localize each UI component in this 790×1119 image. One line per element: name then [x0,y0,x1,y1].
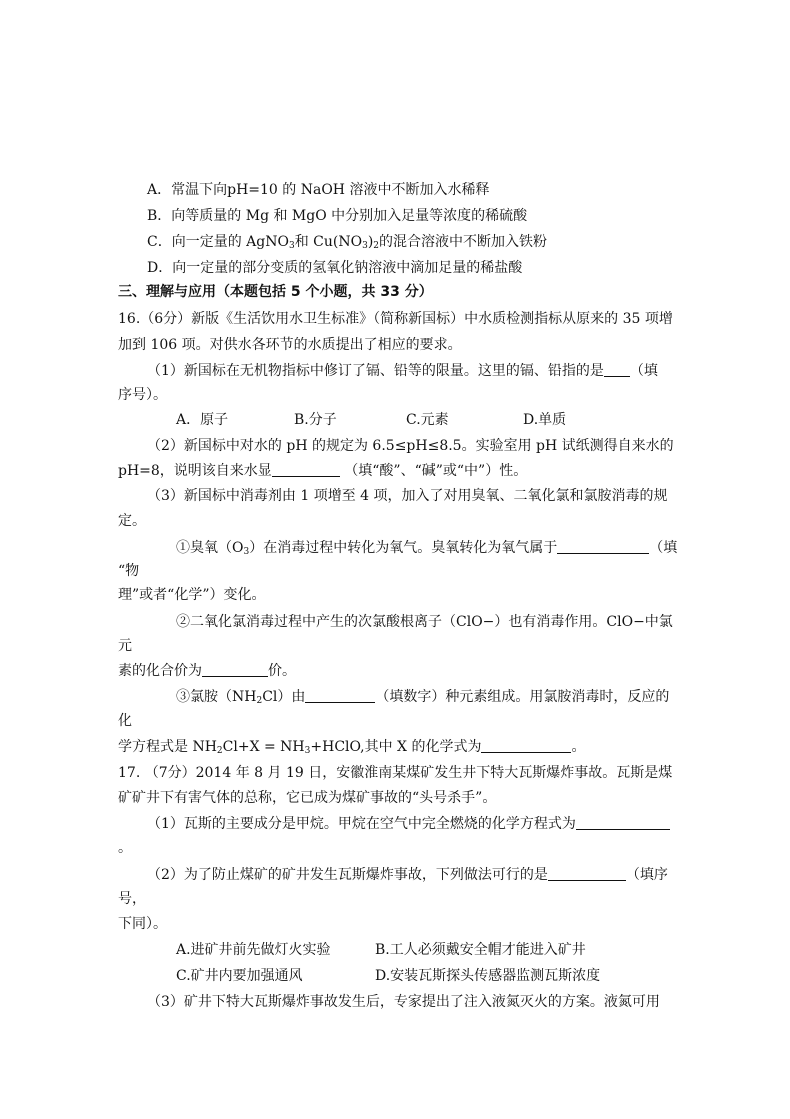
q16-part3: （3）新国标中消毒剂由 1 项增至 4 项，加入了对用臭氧、二氧化氯和氯胺消毒的规 [147,488,668,504]
option-a: A．常温下向pH=10 的 NaOH 溶液中不断加入水稀释 [147,182,490,198]
answer-blank[interactable] [604,362,630,377]
q17-part2: （2）为了防止煤矿的矿井发生瓦斯爆炸事故，下列做法可行的是 （填序 [147,867,668,883]
answer-blank[interactable] [305,688,375,703]
q16-sub3-line2: 化 [118,713,132,729]
q17-choice-d: D.安装瓦斯探头传感器监测瓦斯浓度 [375,968,601,984]
q16-sub1-line3: 理”或者“化学”）变化。 [118,587,266,603]
q17-part1-line2: 。 [118,840,132,856]
q16-part2-line2: pH=8，说明该自来水显 （填“酸”、“碱”或“中”）性。 [118,463,528,479]
q16-choice-c: C.元素 [406,412,449,428]
answer-blank[interactable] [576,815,670,830]
q16-sub3: ③氯胺$(NH_2Cl)$由 （填数字）种元素组成。用氯胺消毒时，反应的 [176,689,670,706]
q17-part3: （3）矿井下特大瓦斯爆炸事故发生后，专家提出了注入液氮灭火的方案。液氮可用 [147,994,660,1010]
q17-part2-line3: 下同）。 [118,916,167,932]
q16-part2: （2）新国标中对水的 pH 的规定为 6.5≤pH≤8.5。实验室用 pH 试纸测得自来水的 [147,438,674,454]
option-c: C．向一定量的 AgNO$_3$和 $Cu(NO_3)_2$的混合溶液中不断加入铁粉 [147,234,548,251]
q17-part1: （1）瓦斯的主要成分是甲烷。甲烷在空气中完全燃烧的化学方程式为 [147,814,670,834]
q17-choice-c: C.矿井内要加强通风 [176,968,303,984]
q17-stem-line1: 17. （7分）2014 年 8 月 19 日，安徽淮南某煤矿发生井下特大瓦斯爆炸事故。瓦斯是煤 [118,765,673,781]
q16-sub2: ②二氧化氯消毒过程中产生的次氯酸根离子（ClO−）也有消毒作用。ClO−中氯 [176,614,673,630]
q16-part1: （1）新国标在无机物指标中修订了镉、铅等的限量。这里的镉、铅指的是 （填 [147,363,658,379]
answer-blank[interactable] [557,539,649,554]
q16-sub2-line2: 元 [118,638,132,654]
answer-blank[interactable] [272,462,340,477]
q16-sub1: ①臭氧$(O_3)$在消毒过程中转化为氧气。臭氧转化为氧气属于 （填 [176,540,678,557]
q16-choice-d: D.单质 [523,412,567,428]
q16-sub3-line3: 学方程式是 $NH_2Cl+X$ = $NH_3+HClO$,其中 X 的化学式为 。 [118,739,586,756]
q17-stem-line2: 矿矿井下有害气体的总称，它已成为煤矿事故的“头号杀手”。 [118,790,497,806]
q17-part2-line2: 号， [118,891,146,907]
q16-sub1-line2: “物 [118,563,140,579]
section-title: 三、理解与应用（本题包括 5 个小题，共 33 分） [118,284,433,300]
q16-choice-a: A．原子 [176,412,229,428]
answer-blank[interactable] [548,866,626,881]
q16-stem-line1: 16.（6分）新版《生活饮用水卫生标准》（简称新国标）中水质检测指标从原来的 35 项增 [118,311,673,327]
q16-stem-line2: 加到 106 项。对供水各环节的水质提出了相应的要求。 [118,337,462,353]
q16-choice-b: B.分子 [294,412,337,428]
answer-blank[interactable] [202,662,268,677]
q16-part3-line2: 定。 [118,513,146,529]
q17-choice-a: A.进矿井前先做灯火实验 [176,942,331,958]
q16-part1-line2: 序号）。 [118,387,167,403]
option-d: D．向一定量的部分变质的氢氧化钠溶液中滴加足量的稀盐酸 [147,260,523,276]
option-b: B．向等质量的 Mg 和 MgO 中分别加入足量等浓度的稀硫酸 [147,208,528,224]
q16-sub2-line3: 素的化合价为 价。 [118,663,296,679]
answer-blank[interactable] [481,738,571,753]
q17-choice-b: B.工人必须戴安全帽才能进入矿井 [375,942,586,958]
